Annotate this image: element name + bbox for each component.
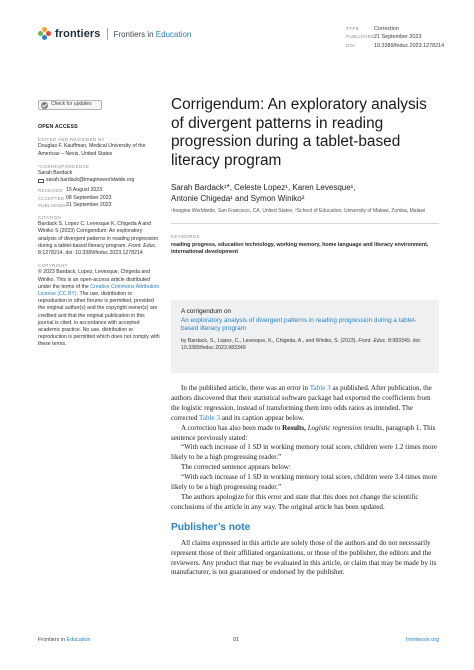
envelope-icon	[38, 179, 44, 183]
article-dates	[38, 187, 160, 209]
paragraph-6: The authors apologize for this error and state that this does not change the scientific conclusions of the article in any way. The original article has been updated.	[171, 492, 419, 511]
check-for-updates-button[interactable]: Check for updates	[38, 100, 102, 110]
journal-field: Education	[155, 29, 192, 39]
author-list: Sarah Bardack¹*, Celeste Lopez¹, Karen Levesque¹, Antonie Chigeda¹ and Symon Winiko²	[171, 183, 356, 204]
cc-by-link[interactable]: Creative Commons Attribution License (CC BY).	[38, 283, 160, 298]
divider	[171, 223, 439, 224]
article-title: Corrigendum: An exploratory analysis of divergent patterns in reading progression during a tablet-based literacy program	[171, 96, 427, 169]
left-sidebar	[38, 100, 160, 349]
article-header	[171, 96, 439, 257]
table-3-link[interactable]: Table 3	[309, 384, 331, 392]
journal-name	[114, 30, 192, 39]
edited-value: Douglas F. Kauffman, Medical University of the Americas – Nevis, United States	[38, 143, 146, 157]
keywords: reading progress, education technology, working memory, home language and literacy environment, international development	[171, 241, 429, 256]
correspondence-label: *CORRESPONDENCE	[38, 163, 90, 169]
edited-label: EDITED AND REVIEWED BY	[38, 137, 105, 143]
citation-text: Bardack S, Lopez C, Levesque K, Chigeda A and Winiko S (2023) Corrigendum: An exploratory analysis of divergent patterns in reading progression during a tablet-based literacy program. Front. Educ. 8:1278214. doi: 10.3389/feduc.2023.1278214	[38, 221, 159, 257]
frontiers-logo-icon	[38, 27, 52, 41]
date-accepted: ACCEPTED 08 September 2023	[38, 194, 112, 201]
meta-published: PUBLISHED21 September 2023	[346, 34, 422, 41]
keywords-label: KEYWORDS	[171, 233, 200, 239]
paragraph-7: All claims expressed in this article are solely those of the authors and do not necessarily represent those of their affiliated organizations, or those of the publisher, the editors and the reviewers. Any product that may be evaluated in this article, or claim that may be made by its manufacturer, is not guaranteed or endorsed by the publisher.	[171, 538, 437, 577]
copyright-label: COPYRIGHT	[38, 263, 68, 269]
page-header	[0, 0, 474, 52]
paragraph-2: A correction has also been made to Results, Logistic regression results, paragraph 1. This sentence previously stated:	[171, 423, 436, 442]
footer-journal: Frontiers in Education	[38, 637, 91, 643]
meta-type: TYPE Correction	[346, 26, 399, 32]
meta-doi[interactable]: DOI 10.3389/feduc.2023.1278214	[346, 42, 445, 49]
page-number: 01	[233, 637, 239, 643]
journal-prefix: Frontiers in	[113, 29, 154, 39]
logo-separator	[107, 28, 108, 40]
original-article-citation: by Bardack, S., Lopez, C., Levesque, K., Chigeda, A., and Winiko, S. (2023). Front. Educ. 8:983349. doi: 10.3389/feduc.2023.983349	[181, 337, 421, 351]
corrigendum-box	[171, 300, 439, 373]
article-body	[171, 384, 439, 578]
paragraph-3: “With each increase of 1 SD in working memory total score, children were 1.2 times more likely to be a high progressing reader.”	[171, 443, 438, 462]
citation-label: CITATION	[38, 215, 62, 221]
original-article-link[interactable]: An exploratory analysis of divergent patterns in reading progression during a tablet-based literacy program	[181, 317, 417, 333]
affiliations: ¹Imagine Worldwide, San Francisco, CA, United States, ²School of Education, University of Malawi, Zomba, Malawi	[171, 208, 426, 215]
article-meta	[346, 25, 444, 50]
frontiers-logo[interactable]	[38, 27, 191, 41]
date-received: RECEIVED 15 August 2023	[38, 187, 103, 194]
table-3-link-2[interactable]: Table 3	[199, 413, 221, 422]
paragraph-5: “With each increase of 1 SD in working memory total score, children were 3.4 times more likely to be a high progressing reader.”	[171, 473, 438, 492]
date-published: PUBLISHED 21 September 2023	[38, 201, 112, 208]
correspondence-name: Sarah Bardack	[38, 170, 73, 177]
logo-text: frontiers	[55, 28, 101, 40]
copyright-text: © 2023 Bardack, Lopez, Levesque, Chigeda and Winiko. This is an open-access article distributed under the terms of the Creative Commons Attribution License (CC BY). The use, distribution or reproduction in other forums is permitted, provided the original author(s) and the copyright owner(s) are credited and that the original publication in this journal is cited, in accordance with accepted academic practice. No use, distribution or reproduction is permitted which does not comply with these terms.	[38, 269, 160, 348]
correspondence-email[interactable]: sarah.bardack@imagineworldwide.org	[38, 177, 160, 184]
publisher-note-heading: Publisher’s note	[171, 521, 251, 533]
paragraph-1: In the published article, there was an error in Table 3 as published. After publication, the authors discovered that their statistical software package had exported the coefficients from the logistic regression, instead of transforming them into odds ratios as intended. The corrected Table 3 and its caption appear below.	[171, 384, 432, 422]
open-access-label: OPEN ACCESS	[38, 124, 78, 130]
frontiers-site-link[interactable]: frontiersin.org	[406, 637, 439, 643]
corrigendum-on-label: A corrigendum on	[181, 308, 232, 315]
paragraph-4: The corrected sentence appears below:	[181, 463, 291, 472]
check-icon	[41, 102, 48, 109]
